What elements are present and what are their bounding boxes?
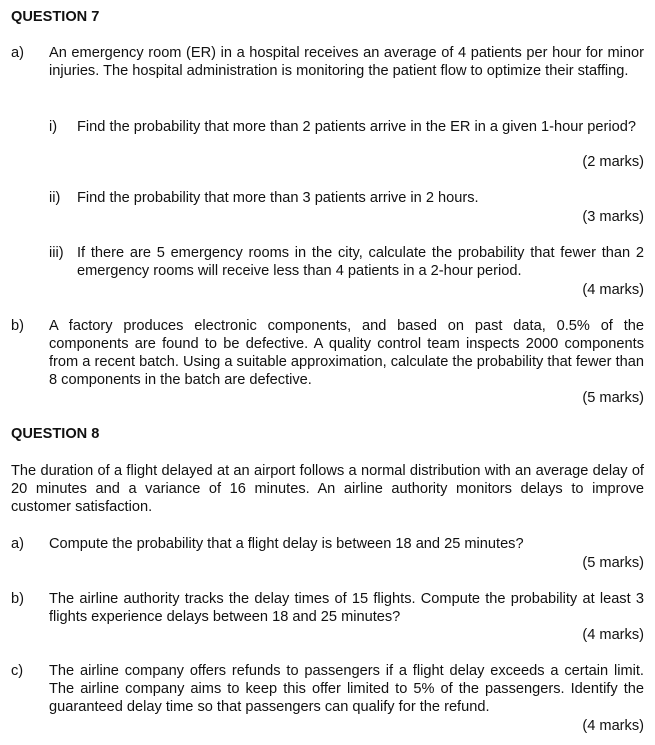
- q8b-text: The airline authority tracks the delay times of 15 flights. Compute the probability at least 3 flights experience delays between 18 and 25 minutes?: [49, 591, 644, 625]
- q7a-ii-text: Find the probability that more than 3 patients arrive in 2 hours.: [77, 190, 479, 206]
- q7b-marks: (5 marks): [582, 390, 644, 406]
- q7a-ii-label: ii): [49, 190, 61, 206]
- q8b-marks: (4 marks): [582, 627, 644, 643]
- q7a-ii-marks: (3 marks): [582, 209, 644, 225]
- q8c-text: The airline company offers refunds to passengers if a flight delay exceeds a certain limit. The airline company aims to keep this offer limited to 5% of the passengers. Identify the guaranteed delay time so that passengers can qualify for the refund.: [49, 663, 644, 715]
- q7b-text: A factory produces electronic components, and based on past data, 0.5% of the components are found to be defective. A quality control team inspects 2000 components from a recent batch. Using a suitable approximation, calculate the probability that fewer than 8 components in the batch are defective.: [49, 318, 644, 388]
- q7a-iii-marks: (4 marks): [582, 282, 644, 298]
- q8a-marks: (5 marks): [582, 555, 644, 571]
- q8c-marks: (4 marks): [582, 718, 644, 734]
- q8a-text: Compute the probability that a flight delay is between 18 and 25 minutes?: [49, 536, 524, 552]
- q7a-i-marks: (2 marks): [582, 154, 644, 170]
- q8-intro: The duration of a flight delayed at an airport follows a normal distribution with an average delay of 20 minutes and a variance of 16 minutes. An airline authority monitors delays to improve customer satisfaction.: [11, 463, 644, 515]
- q8c-label: c): [11, 663, 24, 679]
- q7a-iii-label: iii): [49, 245, 64, 261]
- q8a-label: a): [11, 536, 24, 552]
- q7a-i-text: Find the probability that more than 2 patients arrive in the ER in a given 1-hour period?: [77, 119, 636, 135]
- q7a-i-label: i): [49, 119, 58, 135]
- q7a-label: a): [11, 45, 24, 61]
- question-8-heading: QUESTION 8: [11, 426, 100, 442]
- q8b-label: b): [11, 591, 24, 607]
- q7a-text: An emergency room (ER) in a hospital receives an average of 4 patients per hour for minor injuries. The hospital administration is monitoring the patient flow to optimize their staffing.: [49, 45, 644, 79]
- question-7-heading: QUESTION 7: [11, 9, 100, 25]
- q7b-label: b): [11, 318, 24, 334]
- q7a-iii-text: If there are 5 emergency rooms in the city, calculate the probability that fewer than 2 emergency rooms will receive less than 4 patients in a 2-hour period.: [77, 245, 644, 279]
